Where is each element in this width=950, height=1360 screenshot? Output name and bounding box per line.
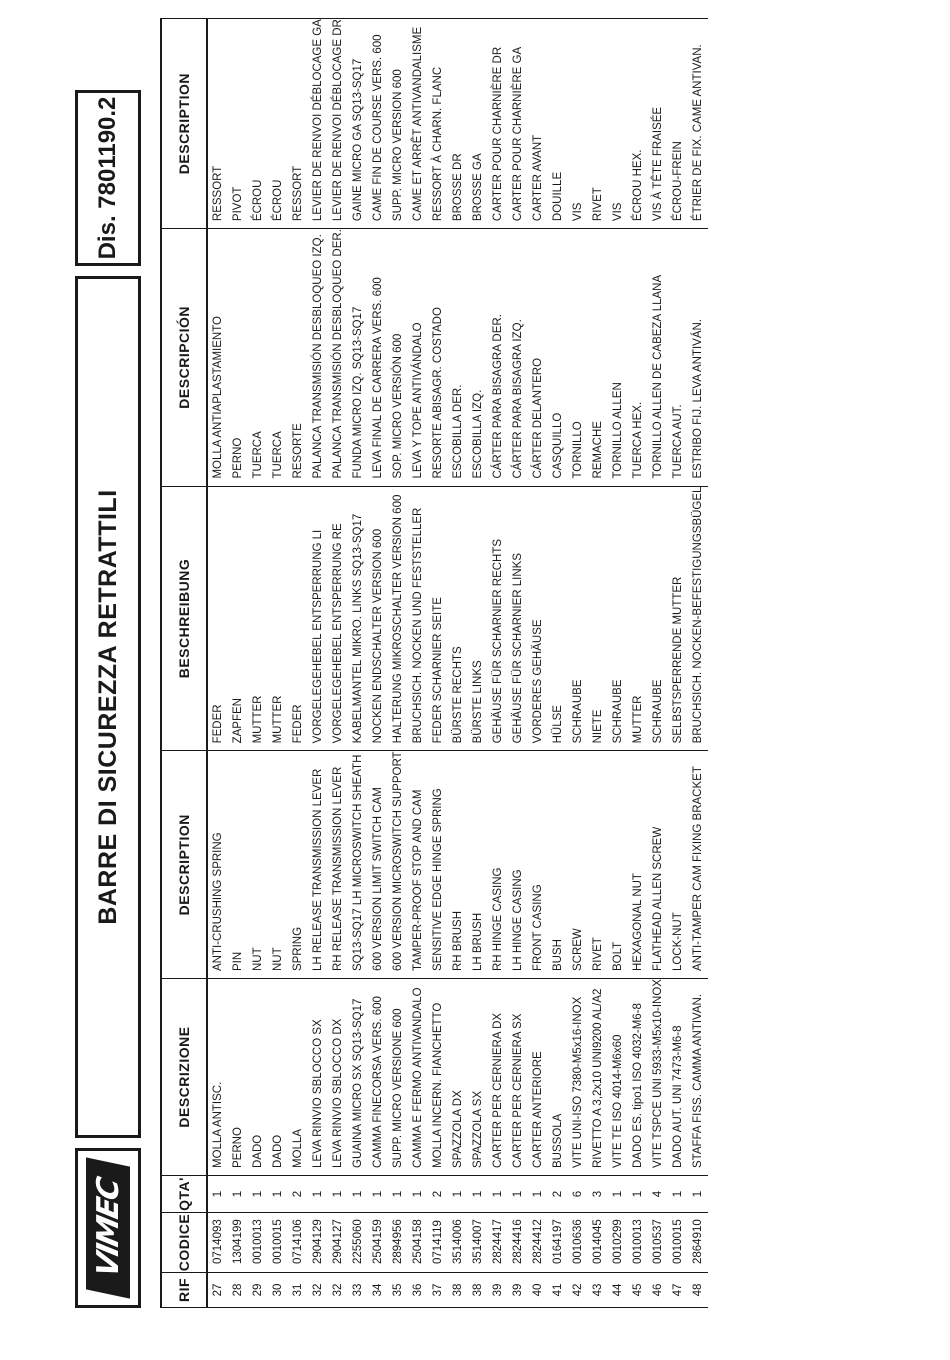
cell-descripcion: FUNDA MICRO IZQ. SQ13-SQ17 <box>348 229 368 486</box>
cell-description-fr: SUPP. MICRO VERSION 600 <box>388 19 408 229</box>
cell-qta: 1 <box>468 1176 488 1213</box>
cell-description-en: FLATHEAD ALLEN SCREW <box>648 751 668 979</box>
cell-rif: 41 <box>548 1273 568 1308</box>
cell-description-fr: VIS À TÊTE FRAISÉE <box>648 19 668 229</box>
cell-codice: 0010015 <box>668 1213 688 1273</box>
cell-rif: 38 <box>468 1273 488 1308</box>
cell-qta: 6 <box>568 1176 588 1213</box>
cell-rif: 30 <box>268 1273 288 1308</box>
cell-descripcion: TORNILLO <box>568 229 588 486</box>
header-beschreibung: BESCHREIBUNG <box>161 486 207 751</box>
cell-rif: 46 <box>648 1273 668 1308</box>
cell-descrizione: CAMMA FINECORSA VERS. 600 <box>368 979 388 1176</box>
table-row <box>488 19 508 1308</box>
table-header-row <box>161 19 207 1308</box>
cell-beschreibung: BÜRSTE RECHTS <box>448 486 468 751</box>
header-qta: QTA' <box>161 1176 207 1213</box>
cell-beschreibung: GEHÄUSE FÜR SCHARNIER LINKS <box>508 486 528 751</box>
cell-codice: 2824416 <box>508 1213 528 1273</box>
cell-rif: 32 <box>308 1273 328 1308</box>
cell-description-fr: LEVIER DE RENVOI DÉBLOCAGE DR <box>328 19 348 229</box>
cell-descripcion: TUERCA AUT. <box>668 229 688 486</box>
cell-rif: 33 <box>348 1273 368 1308</box>
table-row <box>348 19 368 1308</box>
cell-rif: 47 <box>668 1273 688 1308</box>
cell-beschreibung: SCHRAUBE <box>648 486 668 751</box>
cell-qta: 1 <box>528 1176 548 1213</box>
cell-rif: 36 <box>408 1273 428 1308</box>
table-row <box>268 19 288 1308</box>
cell-beschreibung: MUTTER <box>628 486 648 751</box>
cell-descrizione: PERNO <box>228 979 248 1176</box>
cell-descripcion: TUERCA <box>248 229 268 486</box>
cell-qta: 2 <box>428 1176 448 1213</box>
cell-rif: 42 <box>568 1273 588 1308</box>
cell-description-fr: BROSSE DR <box>448 19 468 229</box>
cell-description-en: NUT <box>268 751 288 979</box>
cell-beschreibung: SELBSTSPERRENDE MUTTER <box>668 486 688 751</box>
cell-codice: 0714093 <box>207 1213 228 1273</box>
cell-descripcion: ESCOBILLA IZQ. <box>468 229 488 486</box>
cell-descripcion: TORNILLO ALLEN <box>608 229 628 486</box>
table-row <box>568 19 588 1308</box>
table-row <box>468 19 488 1308</box>
cell-rif: 44 <box>608 1273 628 1308</box>
cell-beschreibung: FEDER <box>207 486 228 751</box>
cell-descrizione: CARTER PER CERNIERA DX <box>488 979 508 1176</box>
cell-codice: 0164197 <box>548 1213 568 1273</box>
cell-descrizione: RIVETTO A 3,2x10 UNI9200 AL/A2 <box>588 979 608 1176</box>
cell-codice: 2504159 <box>368 1213 388 1273</box>
cell-descripcion: LEVA Y TOPE ANTIVÁNDALO <box>408 229 428 486</box>
cell-codice: 2824412 <box>528 1213 548 1273</box>
cell-rif: 39 <box>508 1273 528 1308</box>
cell-descrizione: SPAZZOLA DX <box>448 979 468 1176</box>
cell-qta: 1 <box>248 1176 268 1213</box>
cell-qta: 1 <box>508 1176 528 1213</box>
table-row <box>588 19 608 1308</box>
cell-codice: 2904129 <box>308 1213 328 1273</box>
cell-description-fr: VIS <box>568 19 588 229</box>
cell-descrizione: BUSSOLA <box>548 979 568 1176</box>
cell-descripcion: PALANCA TRANSMISIÓN DESBLOQUEO IZQ. <box>308 229 328 486</box>
vimec-logo <box>75 1148 141 1308</box>
cell-descrizione: DADO <box>268 979 288 1176</box>
cell-descripcion: RESORTE <box>288 229 308 486</box>
cell-codice: 2904127 <box>328 1213 348 1273</box>
cell-descrizione: CARTER ANTERIORE <box>528 979 548 1176</box>
table-row <box>368 19 388 1308</box>
cell-beschreibung: VORDERES GEHÄUSE <box>528 486 548 751</box>
cell-description-en: SCREW <box>568 751 588 979</box>
cell-description-fr: RESSORT À CHARN. FLANC <box>428 19 448 229</box>
table-row <box>528 19 548 1308</box>
cell-description-en: LH HINGE CASING <box>508 751 528 979</box>
cell-beschreibung: NOCKEN ENDSCHALTER VERSION 600 <box>368 486 388 751</box>
cell-description-en: ANTI-TAMPER CAM FIXING BRACKET <box>688 751 708 979</box>
cell-description-en: SPRING <box>288 751 308 979</box>
cell-rif: 48 <box>688 1273 708 1308</box>
cell-descripcion: TORNILLO ALLEN DE CABEZA LLANA <box>648 229 668 486</box>
cell-description-en: RH BRUSH <box>448 751 468 979</box>
cell-beschreibung: HALTERUNG MIKROSCHALTER VERSION 600 <box>388 486 408 751</box>
cell-descrizione: CAMMA E FERMO ANTIVANDALO <box>408 979 428 1176</box>
cell-description-en: SQ13-SQ17 LH MICROSWITCH SHEATH <box>348 751 368 979</box>
table-row <box>328 19 348 1308</box>
cell-codice: 0010015 <box>268 1213 288 1273</box>
header-description-fr: DESCRIPTION <box>161 19 207 229</box>
cell-codice: 2255060 <box>348 1213 368 1273</box>
cell-descripcion: PALANCA TRANSMISIÓN DESBLOQUEO DER. <box>328 229 348 486</box>
cell-descrizione: SPAZZOLA SX <box>468 979 488 1176</box>
cell-descrizione: LEVA RINVIO SBLOCCO SX <box>308 979 328 1176</box>
cell-qta: 1 <box>368 1176 388 1213</box>
cell-description-en: LH RELEASE TRANSMISSION LEVER <box>308 751 328 979</box>
drawing-number-box <box>75 90 141 266</box>
cell-descrizione: VITE TE ISO 4014-M6x60 <box>608 979 628 1176</box>
cell-description-en: TAMPER-PROOF STOP AND CAM <box>408 751 428 979</box>
cell-descrizione: CARTER PER CERNIERA SX <box>508 979 528 1176</box>
cell-description-en: RH HINGE CASING <box>488 751 508 979</box>
cell-description-fr: RESSORT <box>207 19 228 229</box>
cell-beschreibung: VORGELEGEHEBEL ENTSPERRUNG RE <box>328 486 348 751</box>
cell-qta: 1 <box>608 1176 628 1213</box>
cell-qta: 1 <box>448 1176 468 1213</box>
cell-description-en: RH RELEASE TRANSMISSION LEVER <box>328 751 348 979</box>
cell-codice: 3514006 <box>448 1213 468 1273</box>
cell-descrizione: VITE TSPCE UNI 5933-M5x10-INOX <box>648 979 668 1176</box>
cell-qta: 1 <box>488 1176 508 1213</box>
cell-descripcion: CÁRTER DELANTERO <box>528 229 548 486</box>
cell-qta: 3 <box>588 1176 608 1213</box>
cell-beschreibung: SCHRAUBE <box>568 486 588 751</box>
cell-description-fr: GAINE MICRO GA SQ13-SQ17 <box>348 19 368 229</box>
cell-description-fr: ÉCROU <box>248 19 268 229</box>
table-row <box>648 19 668 1308</box>
table-row <box>448 19 468 1308</box>
cell-descrizione: STAFFA FISS. CAMMA ANTIVAN. <box>688 979 708 1176</box>
cell-description-fr: ÉCROU <box>268 19 288 229</box>
cell-beschreibung: VORGELEGEHEBEL ENTSPERRUNG LI <box>308 486 328 751</box>
cell-description-en: SENSITIVE EDGE HINGE SPRING <box>428 751 448 979</box>
table-row <box>248 19 268 1308</box>
cell-qta: 1 <box>628 1176 648 1213</box>
cell-descripcion: CÁRTER PARA BISAGRA DER. <box>488 229 508 486</box>
cell-descripcion: RESORTE ABISAGR. COSTADO <box>428 229 448 486</box>
table-row <box>688 19 708 1308</box>
cell-descripcion: ESCOBILLA DER. <box>448 229 468 486</box>
cell-codice: 1304199 <box>228 1213 248 1273</box>
cell-qta: 2 <box>548 1176 568 1213</box>
cell-descrizione: DADO AUT. UNI 7473-M6-8 <box>668 979 688 1176</box>
cell-description-fr: ÉCROU-FREIN <box>668 19 688 229</box>
cell-descrizione: LEVA RINVIO SBLOCCO DX <box>328 979 348 1176</box>
cell-codice: 0010299 <box>608 1213 628 1273</box>
table-row <box>608 19 628 1308</box>
cell-codice: 0014045 <box>588 1213 608 1273</box>
table-row <box>288 19 308 1308</box>
cell-codice: 2894956 <box>388 1213 408 1273</box>
cell-codice: 0714106 <box>288 1213 308 1273</box>
cell-qta: 1 <box>668 1176 688 1213</box>
cell-descrizione: GUAINA MICRO SX SQ13-SQ17 <box>348 979 368 1176</box>
cell-descripcion: SOP. MICRO VERSIÓN 600 <box>388 229 408 486</box>
cell-description-fr: DOUILLE <box>548 19 568 229</box>
cell-rif: 39 <box>488 1273 508 1308</box>
cell-descripcion: CASQUILLO <box>548 229 568 486</box>
cell-descripcion: ESTRIBO FIJ. LEVA ANTIVÁN. <box>688 229 708 486</box>
cell-description-fr: BROSSE GA <box>468 19 488 229</box>
cell-description-fr: ÉTRIER DE FIX. CAME ANTIVAN. <box>688 19 708 229</box>
cell-beschreibung: BRUCHSICH. NOCKEN-BEFESTIGUNGSBÜGEL <box>688 486 708 751</box>
cell-rif: 34 <box>368 1273 388 1308</box>
cell-descrizione: DADO ES. tipo1 ISO 4032-M6-8 <box>628 979 648 1176</box>
cell-descrizione: DADO <box>248 979 268 1176</box>
cell-beschreibung: BRUCHSICH. NOCKEN UND FESTSTELLER <box>408 486 428 751</box>
cell-codice: 2504158 <box>408 1213 428 1273</box>
cell-beschreibung: MUTTER <box>268 486 288 751</box>
cell-description-en: ANTI-CRUSHING SPRING <box>207 751 228 979</box>
table-row <box>668 19 688 1308</box>
table-row <box>508 19 528 1308</box>
cell-descripcion: TUERCA <box>268 229 288 486</box>
cell-qta: 1 <box>388 1176 408 1213</box>
table-row <box>228 19 248 1308</box>
cell-codice: 2864910 <box>688 1213 708 1273</box>
cell-beschreibung: ZAPFEN <box>228 486 248 751</box>
cell-qta: 4 <box>648 1176 668 1213</box>
cell-description-fr: RIVET <box>588 19 608 229</box>
table-row <box>308 19 328 1308</box>
cell-description-fr: VIS <box>608 19 628 229</box>
cell-descrizione: VITE UNI-ISO 7380-M5x16-INOX <box>568 979 588 1176</box>
table-row <box>628 19 648 1308</box>
cell-descrizione: MOLLA ANTISC. <box>207 979 228 1176</box>
cell-rif: 45 <box>628 1273 648 1308</box>
cell-qta: 1 <box>688 1176 708 1213</box>
cell-qta: 1 <box>408 1176 428 1213</box>
cell-codice: 0010013 <box>248 1213 268 1273</box>
title-box <box>75 276 141 1138</box>
cell-beschreibung: BÜRSTE LINKS <box>468 486 488 751</box>
cell-description-en: FRONT CASING <box>528 751 548 979</box>
cell-codice: 0714119 <box>428 1213 448 1273</box>
cell-qta: 2 <box>288 1176 308 1213</box>
cell-description-en: BOLT <box>608 751 628 979</box>
cell-description-en: BUSH <box>548 751 568 979</box>
drawing-number: Dis. 7801190.2 <box>94 96 121 260</box>
cell-codice: 2824417 <box>488 1213 508 1273</box>
cell-description-en: LH BRUSH <box>468 751 488 979</box>
cell-descrizione: MOLLA <box>288 979 308 1176</box>
cell-rif: 40 <box>528 1273 548 1308</box>
cell-beschreibung: KABELMANTEL MIKRO. LINKS SQ13-SQ17 <box>348 486 368 751</box>
cell-descripcion: LEVA FINAL DE CARRERA VERS. 600 <box>368 229 388 486</box>
cell-descrizione: MOLLA INCERN. FIANCHETTO <box>428 979 448 1176</box>
cell-qta: 1 <box>348 1176 368 1213</box>
cell-description-en: NUT <box>248 751 268 979</box>
cell-rif: 28 <box>228 1273 248 1308</box>
parts-table <box>160 18 708 1308</box>
cell-description-en: 600 VERSION LIMIT SWITCH CAM <box>368 751 388 979</box>
cell-codice: 3514007 <box>468 1213 488 1273</box>
cell-qta: 1 <box>308 1176 328 1213</box>
cell-rif: 27 <box>207 1273 228 1308</box>
cell-beschreibung: FEDER <box>288 486 308 751</box>
cell-descripcion: PERNO <box>228 229 248 486</box>
cell-rif: 31 <box>288 1273 308 1308</box>
header-descripcion: DESCRIPCIÓN <box>161 229 207 486</box>
vimec-logo-mark: VIMEC <box>86 1157 130 1298</box>
cell-beschreibung: MUTTER <box>248 486 268 751</box>
cell-qta: 1 <box>328 1176 348 1213</box>
cell-rif: 29 <box>248 1273 268 1308</box>
cell-description-en: LOCK-NUT <box>668 751 688 979</box>
cell-description-fr: CARTER POUR CHARNIÈRE DR <box>488 19 508 229</box>
header-codice: CODICE <box>161 1213 207 1273</box>
cell-qta: 1 <box>207 1176 228 1213</box>
cell-rif: 32 <box>328 1273 348 1308</box>
cell-qta: 1 <box>268 1176 288 1213</box>
cell-description-en: 600 VERSION MICROSWITCH SUPPORT <box>388 751 408 979</box>
table-row <box>428 19 448 1308</box>
header-descrizione: DESCRIZIONE <box>161 979 207 1176</box>
cell-beschreibung: NIETE <box>588 486 608 751</box>
cell-description-fr: RESSORT <box>288 19 308 229</box>
cell-description-en: HEXAGONAL NUT <box>628 751 648 979</box>
cell-description-fr: CARTER POUR CHARNIÈRE GA <box>508 19 528 229</box>
cell-descrizione: SUPP. MICRO VERSIONE 600 <box>388 979 408 1176</box>
cell-rif: 35 <box>388 1273 408 1308</box>
cell-rif: 38 <box>448 1273 468 1308</box>
cell-rif: 43 <box>588 1273 608 1308</box>
cell-descripcion: CÁRTER PARA BISAGRA IZQ. <box>508 229 528 486</box>
cell-description-fr: CAME FIN DE COURSE VERS. 600 <box>368 19 388 229</box>
table-row <box>548 19 568 1308</box>
page-title: BARRE DI SICUREZZA RETRATTILI <box>93 489 122 925</box>
cell-qta: 1 <box>228 1176 248 1213</box>
cell-description-fr: CAME ET ARRÊT ANTIVANDALISME <box>408 19 428 229</box>
cell-descripcion: TUERCA HEX. <box>628 229 648 486</box>
cell-codice: 0010537 <box>648 1213 668 1273</box>
table-row <box>207 19 228 1308</box>
header-description-en: DESCRIPTION <box>161 751 207 979</box>
cell-descripcion: REMACHE <box>588 229 608 486</box>
cell-description-fr: ÉCROU HEX. <box>628 19 648 229</box>
table-row <box>388 19 408 1308</box>
cell-descripcion: MOLLA ANTIAPLASTAMIENTO <box>207 229 228 486</box>
cell-description-fr: CARTER AVANT <box>528 19 548 229</box>
table-body <box>207 19 708 1308</box>
header-rif: RIF <box>161 1273 207 1308</box>
cell-beschreibung: GEHÄUSE FÜR SCHARNIER RECHTS <box>488 486 508 751</box>
cell-beschreibung: HÜLSE <box>548 486 568 751</box>
table-row <box>408 19 428 1308</box>
cell-description-fr: LEVIER DE RENVOI DÉBLOCAGE GA <box>308 19 328 229</box>
cell-description-en: PIN <box>228 751 248 979</box>
cell-beschreibung: FEDER SCHARNIER SEITE <box>428 486 448 751</box>
cell-beschreibung: SCHRAUBE <box>608 486 628 751</box>
cell-codice: 0010636 <box>568 1213 588 1273</box>
cell-description-fr: PIVOT <box>228 19 248 229</box>
cell-rif: 37 <box>428 1273 448 1308</box>
cell-codice: 0010013 <box>628 1213 648 1273</box>
cell-description-en: RIVET <box>588 751 608 979</box>
